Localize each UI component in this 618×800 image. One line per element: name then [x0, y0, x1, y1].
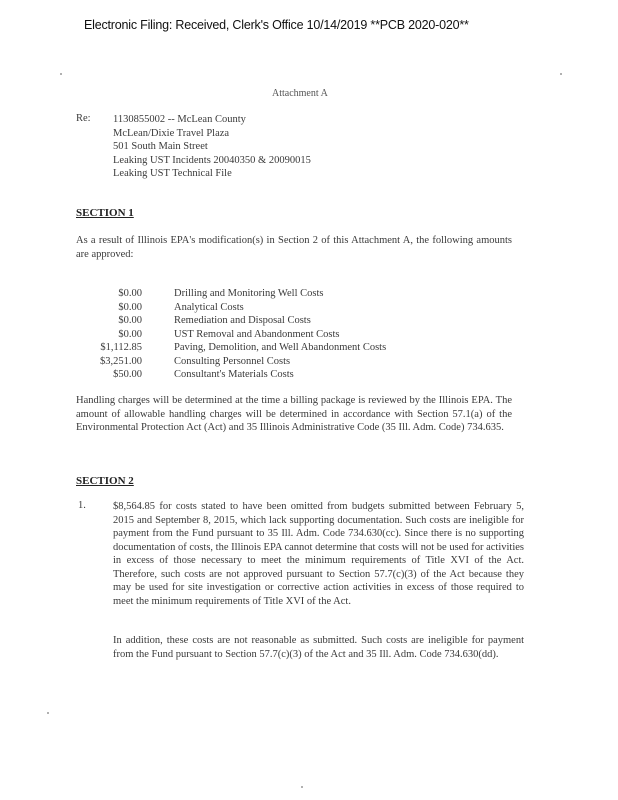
- cost-row: [80, 314, 386, 328]
- scan-speck: [60, 73, 62, 75]
- cost-amount: $3,251.00: [100, 355, 142, 367]
- cost-row: [80, 368, 386, 382]
- list-item-number: 1.: [78, 500, 86, 511]
- cost-amount: $0.00: [118, 301, 142, 313]
- section-2-item-paragraph-continued: In addition, these costs are not reasonable as submitted. Such costs are ineligible for payment from the Fund pursuant to Section 57.7(c)(3) of the Act and 35 Ill. Adm. Code 734.630(dd).: [113, 635, 524, 660]
- scan-speck: [47, 712, 49, 714]
- re-line: Leaking UST Incidents 20040350 & 20090015: [113, 154, 311, 166]
- cost-row: [80, 287, 386, 301]
- section-1-heading: SECTION 1: [76, 207, 134, 219]
- cost-amount: $50.00: [113, 369, 142, 380]
- cost-amount: $0.00: [118, 315, 142, 326]
- section-1-intro: As a result of Illinois EPA's modification(s) in Section 2 of this Attachment A, the following amounts are approved:: [76, 235, 512, 260]
- cost-row: [80, 341, 386, 355]
- scan-speck: [560, 73, 562, 75]
- section-2-item-paragraph: $8,564.85 for costs stated to have been omitted from budgets submitted between February 5, 2015 and September 8, 2015, which lack supporting documentation. Such costs are ineligible for payment from the Fund pursuant to 35 Ill. Adm. Code 734.630(cc). Since there is no supporting documentation of costs, the Illinois EPA cannot determine that costs will not be used for activities in excess of those necessary to meet the minimum requirements of Title XVI of the Act. Therefore, such costs are not approved pursuant to Section 57.7(c)(3) of the Act because they may be used for site investigation or corrective action activities in excess of those required to meet the minimum requirements of Title XVI of the Act.: [113, 501, 524, 607]
- scan-speck: [301, 786, 303, 788]
- cost-amount: $1,112.85: [100, 342, 142, 353]
- filing-stamp-header: Electronic Filing: Received, Clerk's Office 10/14/2019 **PCB 2020-020**: [84, 18, 469, 32]
- re-line: 1130855002 -- McLean County: [113, 114, 246, 125]
- re-line: McLean/Dixie Travel Plaza: [113, 127, 230, 139]
- cost-description: Paving, Demolition, and Well Abandonment Costs: [174, 342, 387, 353]
- approved-costs-table: [80, 287, 386, 382]
- section-2-heading: SECTION 2: [76, 475, 134, 487]
- cost-row: [80, 328, 386, 342]
- handling-charges-paragraph: Handling charges will be determined at the time a billing package is reviewed by the Illinois EPA. The amount of allowable handling charges will be determined in accordance with Section 57.1(a) of the Environmental Protection Act (Act) and 35 Illinois Administrative Code (35 Ill. Adm. Code) 734.635.: [76, 395, 512, 433]
- cost-description: Drilling and Monitoring Well Costs: [174, 288, 324, 299]
- cost-description: Analytical Costs: [174, 301, 244, 313]
- cost-row: [80, 355, 386, 369]
- cost-description: Remediation and Disposal Costs: [174, 315, 311, 326]
- cost-description: Consultant's Materials Costs: [174, 369, 294, 380]
- cost-description: UST Removal and Abandonment Costs: [174, 328, 340, 340]
- re-line: 501 South Main Street: [113, 141, 208, 152]
- cost-row: [80, 301, 386, 315]
- cost-description: Consulting Personnel Costs: [174, 355, 291, 367]
- attachment-title: Attachment A: [272, 88, 328, 99]
- cost-amount: $0.00: [118, 288, 142, 299]
- re-line: Leaking UST Technical File: [113, 168, 232, 179]
- re-address-block: [113, 113, 311, 181]
- cost-amount: $0.00: [118, 328, 142, 340]
- re-label: Re:: [76, 113, 91, 124]
